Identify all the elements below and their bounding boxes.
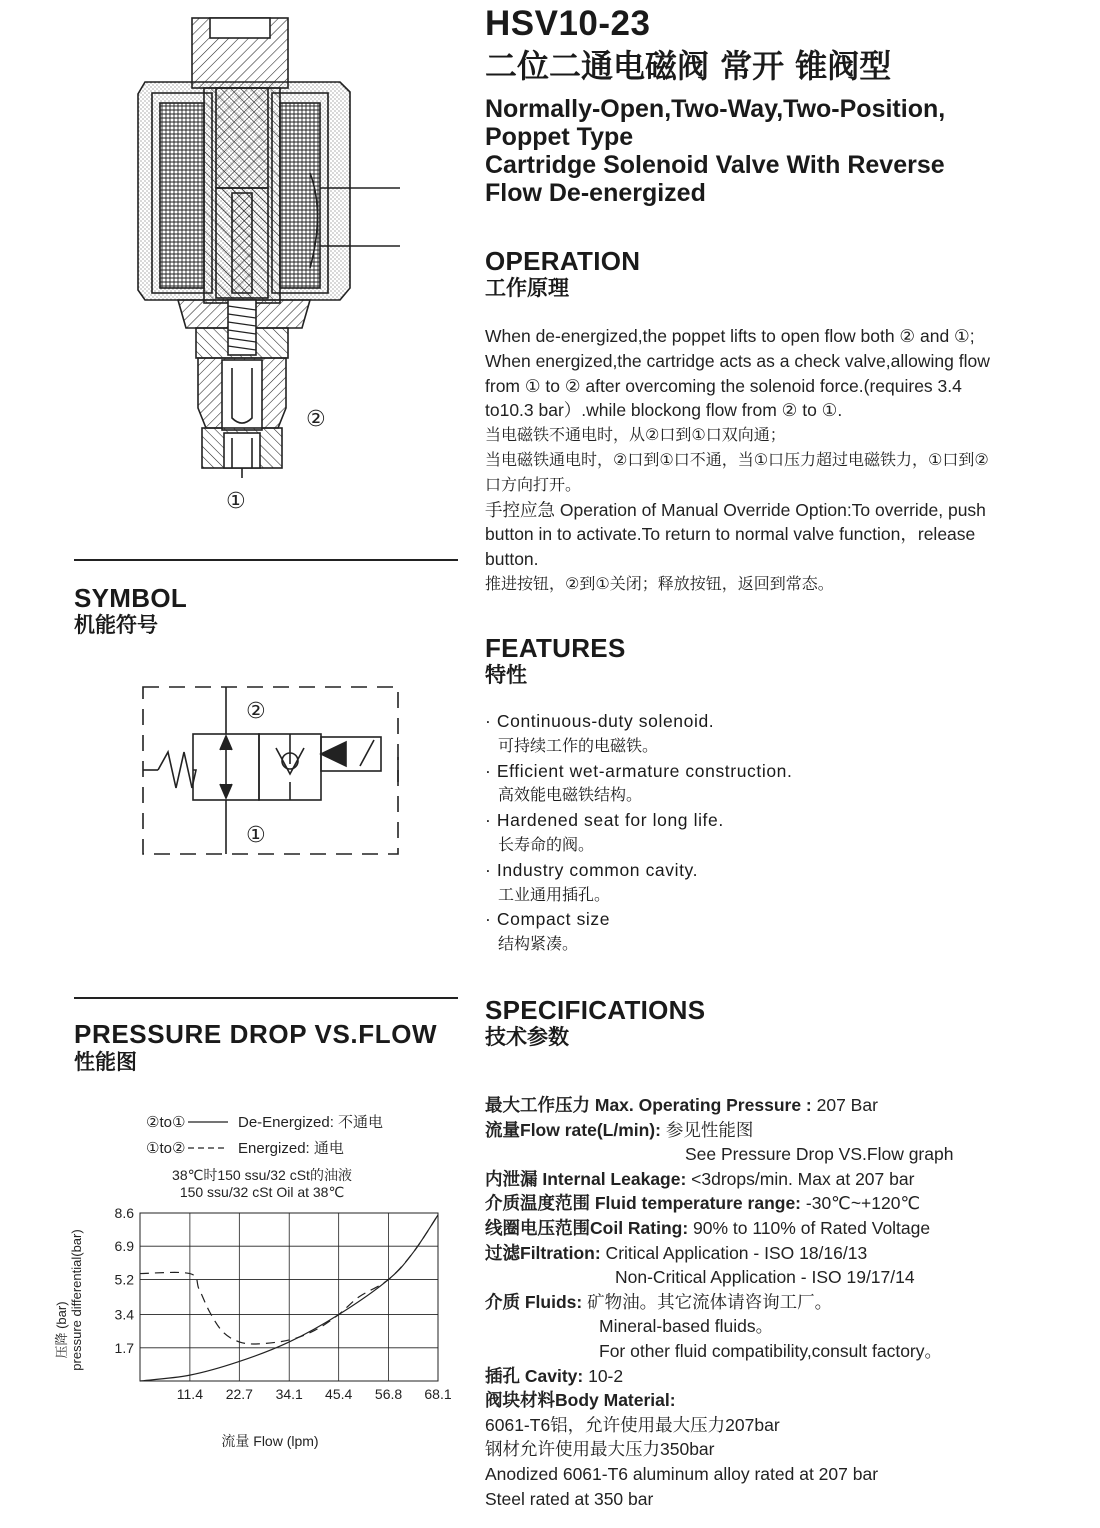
feature-en: · Continuous-duty solenoid. bbox=[485, 711, 715, 731]
feature-item bbox=[485, 907, 1085, 957]
divider bbox=[74, 559, 458, 561]
port-1-label: ① bbox=[226, 488, 246, 513]
pressure-heading: PRESSURE DROP VS.FLOW bbox=[74, 1019, 438, 1049]
x-tick-label: 22.7 bbox=[225, 1386, 253, 1402]
spec-label: 流量Flow rate(L/min): bbox=[485, 1119, 661, 1140]
symbol-heading-cn: 机能符号 bbox=[74, 613, 158, 637]
operation-line: button in to activate.To return to normal valve function，release bbox=[485, 524, 976, 545]
spec-value: 90% to 110% of Rated Voltage bbox=[688, 1217, 931, 1238]
spec-label: 插孔 Cavity: bbox=[485, 1365, 584, 1386]
spec-row bbox=[485, 1413, 1085, 1438]
port-2-label: ② bbox=[306, 406, 326, 431]
x-tick-label: 56.8 bbox=[374, 1386, 403, 1402]
spec-row bbox=[485, 1241, 1085, 1266]
spec-row bbox=[485, 1093, 1085, 1118]
legend-ports-2: ①to② bbox=[146, 1140, 186, 1157]
operation-line: When energized,the cartridge acts as a check valve,allowing flow bbox=[485, 350, 990, 371]
spec-value: Non-Critical Application - ISO 19/17/14 bbox=[615, 1267, 915, 1288]
spec-label: 最大工作压力 Max. Operating Pressure : bbox=[485, 1095, 812, 1115]
spec-row bbox=[485, 1216, 1085, 1241]
x-tick-label: 68.1 bbox=[424, 1386, 452, 1402]
operation-line: 当电磁铁不通电时，从②口到①口双向通； bbox=[485, 425, 786, 445]
subtitle-line: Poppet Type bbox=[485, 123, 634, 151]
spec-value: <3drops/min. Max at 207 bar bbox=[686, 1168, 915, 1189]
divider bbox=[74, 997, 458, 999]
spec-label: 内泄漏 Internal Leakage: bbox=[485, 1168, 687, 1189]
feature-cn: 结构紧凑。 bbox=[498, 934, 579, 954]
spec-label: 介质 Fluids: bbox=[485, 1291, 583, 1312]
feature-en: · Compact size bbox=[485, 909, 611, 930]
operation-line: from ① to ② after overcoming the solenoid force.(requires 3.4 bbox=[485, 375, 962, 396]
spec-row bbox=[485, 1191, 1085, 1216]
y-tick-label: 8.6 bbox=[114, 1205, 134, 1221]
x-tick-label: 45.4 bbox=[325, 1386, 353, 1402]
valve-section-drawing bbox=[120, 8, 420, 518]
symbol-port-1: ① bbox=[246, 822, 266, 847]
spec-value: -30℃~+120℃ bbox=[801, 1193, 921, 1214]
spec-row bbox=[485, 1142, 1085, 1167]
x-tick-label: 11.4 bbox=[176, 1386, 203, 1402]
oil-note-cn: 38℃时150 ssu/32 cSt的油液 bbox=[172, 1167, 352, 1183]
subtitle-line: Cartridge Solenoid Valve With Reverse bbox=[485, 151, 945, 179]
spec-row bbox=[485, 1487, 1085, 1512]
operation-line: 口方向打开。 bbox=[485, 474, 582, 494]
spec-value: 10-2 bbox=[583, 1365, 624, 1386]
spec-row bbox=[485, 1364, 1085, 1389]
operation-line: When de-energized,the poppet lifts to open flow both ② and ①; bbox=[485, 326, 975, 346]
operation-heading: OPERATION bbox=[485, 246, 641, 276]
y-axis-label-cn: 压降 (bar) bbox=[54, 1301, 69, 1359]
features-heading: FEATURES bbox=[485, 633, 626, 663]
spec-value: For other fluid compatibility,consult factory。 bbox=[599, 1340, 943, 1361]
spec-value: 6061-T6铝，允许使用最大压力207bar bbox=[485, 1414, 780, 1435]
operation-heading-cn: 工作原理 bbox=[485, 276, 569, 300]
specs-list bbox=[485, 1093, 1085, 1511]
feature-en: · Industry common cavity. bbox=[485, 859, 699, 880]
spec-row bbox=[485, 1167, 1085, 1192]
y-tick-label: 1.7 bbox=[114, 1339, 134, 1356]
spec-value: Mineral-based fluids。 bbox=[599, 1316, 774, 1337]
x-tick-label: 34.1 bbox=[275, 1386, 303, 1402]
feature-cn: 长寿命的阀。 bbox=[498, 834, 595, 854]
pressure-drop-chart bbox=[40, 1100, 470, 1460]
oil-note-en: 150 ssu/32 cSt Oil at 38℃ bbox=[179, 1184, 345, 1200]
symbol-heading: SYMBOL bbox=[74, 583, 188, 613]
spec-row bbox=[485, 1265, 1085, 1290]
feature-item bbox=[485, 858, 1085, 908]
feature-item bbox=[485, 709, 1085, 759]
spec-value: 参见性能图 bbox=[660, 1119, 754, 1140]
y-tick-label: 3.4 bbox=[114, 1306, 134, 1323]
feature-cn: 高效能电磁铁结构。 bbox=[498, 785, 643, 805]
spec-value: See Pressure Drop VS.Flow graph bbox=[685, 1144, 954, 1165]
operation-line: 当电磁铁通电时，②口到①口不通，当①口压力超过电磁铁力，①口到② bbox=[485, 449, 989, 469]
y-tick-label: 6.9 bbox=[114, 1238, 134, 1255]
operation-line: 手控应急 Operation of Manual Override Option:To override, push bbox=[485, 499, 986, 520]
spec-value: Critical Application - ISO 18/16/13 bbox=[600, 1242, 868, 1263]
spec-value: 207 Bar bbox=[811, 1095, 878, 1115]
spec-row bbox=[485, 1437, 1085, 1462]
spec-row bbox=[485, 1118, 1085, 1143]
operation-line: to10.3 bar）.while blockong flow from ② to ①. bbox=[485, 400, 843, 421]
model-title: HSV10-23 bbox=[485, 4, 651, 43]
spec-row bbox=[485, 1314, 1085, 1339]
legend-label-2: Energized: 通电 bbox=[238, 1140, 344, 1157]
spec-value: Steel rated at 350 bar bbox=[485, 1488, 654, 1509]
feature-cn: 可持续工作的电磁铁。 bbox=[498, 735, 659, 755]
feature-en: · Efficient wet-armature construction. bbox=[485, 760, 793, 781]
y-axis-label-en: pressure differential(bar) bbox=[69, 1229, 84, 1371]
spec-row bbox=[485, 1388, 1085, 1413]
feature-en: · Hardened seat for long life. bbox=[485, 810, 724, 831]
feature-cn: 工业通用插孔。 bbox=[498, 884, 611, 904]
pressure-heading-cn: 性能图 bbox=[74, 1050, 137, 1074]
features-heading-cn: 特性 bbox=[485, 663, 527, 687]
legend-label-1: De-Energized: 不通电 bbox=[238, 1114, 384, 1131]
x-axis-label: 流量 Flow (lpm) bbox=[221, 1433, 319, 1449]
spec-row bbox=[485, 1339, 1085, 1364]
hydraulic-symbol bbox=[138, 682, 408, 862]
subtitle-line: Normally-Open,Two-Way,Two-Position, bbox=[485, 95, 946, 123]
specs-heading: SPECIFICATIONS bbox=[485, 995, 706, 1025]
symbol-port-2: ② bbox=[246, 698, 266, 723]
y-tick-label: 5.2 bbox=[114, 1271, 134, 1288]
specs-heading-cn: 技术参数 bbox=[485, 1025, 569, 1049]
operation-line: 推进按钮，②到①关闭；释放按钮，返回到常态。 bbox=[485, 573, 834, 593]
operation-line: button. bbox=[485, 549, 539, 570]
features-list bbox=[485, 709, 1085, 957]
spec-label: 线圈电压范围Coil Rating: bbox=[485, 1217, 689, 1238]
spec-label: 介质温度范围 Fluid temperature range: bbox=[485, 1193, 802, 1214]
operation-text bbox=[485, 324, 1085, 597]
spec-row bbox=[485, 1462, 1085, 1487]
spec-label: 阀块材料Body Material: bbox=[485, 1390, 676, 1411]
subtitle bbox=[485, 95, 1085, 207]
spec-row bbox=[485, 1290, 1085, 1315]
spec-value: Anodized 6061-T6 aluminum alloy rated at 207 bar bbox=[485, 1463, 879, 1484]
spec-value: 钢材允许使用最大压力350bar bbox=[485, 1439, 715, 1460]
spec-value: 矿物油。其它流体请咨询工厂。 bbox=[582, 1291, 833, 1312]
feature-item bbox=[485, 808, 1085, 858]
spec-label: 过滤Filtration: bbox=[485, 1242, 601, 1263]
subtitle-line: Flow De-energized bbox=[485, 179, 706, 207]
feature-item bbox=[485, 759, 1085, 809]
legend-ports-1: ②to① bbox=[146, 1114, 186, 1131]
title-cn: 二位二通电磁阀 常开 锥阀型 bbox=[485, 47, 892, 85]
